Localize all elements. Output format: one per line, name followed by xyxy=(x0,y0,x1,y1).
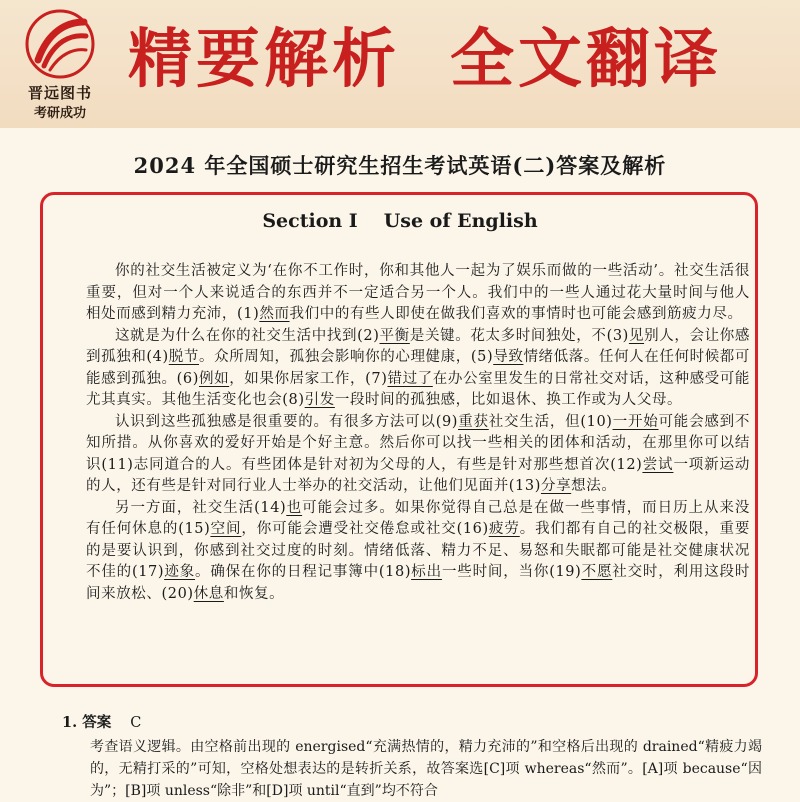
answer-choice: C xyxy=(130,715,142,731)
logo-emblem-icon xyxy=(22,8,98,80)
paragraph-text: 你的社交生活被定义为‘在你不工作时，你和其他人一起为了娱乐而做的一些活动’。社交生活很重要，但对一个人来说适合的东西并不一定适合另一个人。我们中的一些人通过花大量时间与他人相处而感到精力充沛，(1) xyxy=(86,263,750,322)
answer-word: 疲劳 xyxy=(488,521,520,537)
answer-word: 错过了 xyxy=(387,370,433,387)
logo-name: 晋远图书 xyxy=(27,84,92,102)
paragraph-text: 可能会过多。如果你觉得自己总是在做一些事情，而日历上从来没有任何休息的(15) xyxy=(86,499,750,537)
paragraph-text: 社交时，利用这段时间来放松、(20) xyxy=(86,564,750,602)
answer-word: 标出 xyxy=(411,564,442,580)
paragraph-text: 情绪低落。任何人在任何时候都可能感到孤独。(6) xyxy=(86,349,751,387)
answer-word: 脱节 xyxy=(168,349,199,365)
paragraph-text: 认识到这些孤独感是很重要的。有很多方法可以(9) xyxy=(115,413,459,430)
translation-paragraph xyxy=(86,498,750,606)
answer-explanation: 考查语义逻辑。由空格前出现的 energised“充满热情的，精力充沛的”和空格后出现的 drained“精疲力竭的，无精打采的”可知，空格处想表达的是转折关系，故答案选[C]项 whereas“然而”。[A]项 because“因为”；[B]项 unless“除非”和[D]项 until“直到”均不符合 xyxy=(90,739,762,799)
answer-word: 见 xyxy=(628,327,645,344)
answer-word: 例如 xyxy=(198,370,230,387)
paragraph-text: 这就是为什么在你的社交生活中找到(2) xyxy=(115,327,380,344)
paragraph-text: 在办公室里发生的日常社交对话，这种感受可能尤其真实。其他生活变化也会(8) xyxy=(86,370,750,408)
paragraph-text: 可能会感到不知所措。从你喜欢的爱好开始是个好主意。然后你可以找一些相关的团体和活动，在那里你可以结识(11)志同道合的人。有些团体是针对初为父母的人，有些是针对那些想首次(12) xyxy=(86,413,750,473)
translation-paragraph xyxy=(86,261,750,326)
answer-word: 休息 xyxy=(193,585,224,602)
question-block xyxy=(62,712,762,802)
headline-left: 精要解析 xyxy=(128,23,400,97)
paragraph-text: 我们中的有些人即使在做我们喜欢的事情时也可能会感到筋疲力尽。 xyxy=(289,306,743,322)
answer-word: 引发 xyxy=(304,392,335,408)
question-number: 1. xyxy=(62,714,78,731)
answer-word: 平衡 xyxy=(379,327,410,344)
section-title xyxy=(0,210,800,232)
paragraph-text: 想法。 xyxy=(571,478,617,494)
paragraph-text: 社交生活，但(10) xyxy=(488,413,613,430)
paragraph-text: 一段时间的孤独感，比如退休、换工作或为人父母。 xyxy=(334,392,683,408)
header-banner xyxy=(0,0,800,128)
answer-line xyxy=(62,712,762,734)
publisher-logo xyxy=(8,8,112,121)
answer-word: 导致 xyxy=(493,349,524,365)
translation-paragraph xyxy=(86,326,750,412)
answer-word: 也 xyxy=(286,499,303,516)
paragraph-text: ，如果你居家工作，(7) xyxy=(229,370,388,387)
answer-word: 空间 xyxy=(210,521,242,537)
paragraph-text: 一项新运动的人，还有些是针对同行业人士举办的社交活动，让他们见面并(13) xyxy=(86,456,751,494)
paragraph-text: 。众所周知，孤独会影响你的心理健康，(5) xyxy=(198,349,494,365)
section-number: Section Ⅰ xyxy=(262,210,358,232)
paragraph-text: ，你可能会遭受社交倦怠或社交(16) xyxy=(241,521,489,537)
section-name: Use of English xyxy=(383,210,538,232)
translation-paragraph xyxy=(86,412,750,498)
page-title: 2024 年全国硕士研究生招生考试英语(二)答案及解析 xyxy=(133,153,667,178)
answer-word: 一开始 xyxy=(612,413,659,430)
paragraph-text: 和恢复。 xyxy=(223,585,285,602)
paragraph-text: 是关键。花太多时间独处，不(3) xyxy=(409,327,629,344)
paragraph-text: 。我们都有自己的社交极限，重要的是要认识到，你感到社交过度的时刻。情绪低落、精力不足、易怒和失眠都可能是社交健康状况不佳的(17) xyxy=(86,521,751,580)
answer-word: 尝试 xyxy=(642,456,674,473)
paragraph-text: 一些时间，当你(19) xyxy=(441,564,582,580)
translation-body xyxy=(86,261,750,605)
paragraph-text: 别人，会让你感到孤独和(4) xyxy=(86,327,750,365)
answer-word: 不愿 xyxy=(581,564,613,580)
logo-tagline: 考研成功 xyxy=(33,106,86,121)
answer-word: 然而 xyxy=(259,306,290,322)
headline-right: 全文翻译 xyxy=(450,23,722,97)
answer-word: 分享 xyxy=(540,478,572,494)
answer-word: 迹象 xyxy=(164,564,196,580)
paragraph-text: 另一方面，社交生活(14) xyxy=(115,499,287,516)
answer-word: 重获 xyxy=(458,413,489,430)
answer-label: 答案 xyxy=(82,714,112,731)
paragraph-text: 。确保在你的日程记事簿中(18) xyxy=(195,564,412,580)
